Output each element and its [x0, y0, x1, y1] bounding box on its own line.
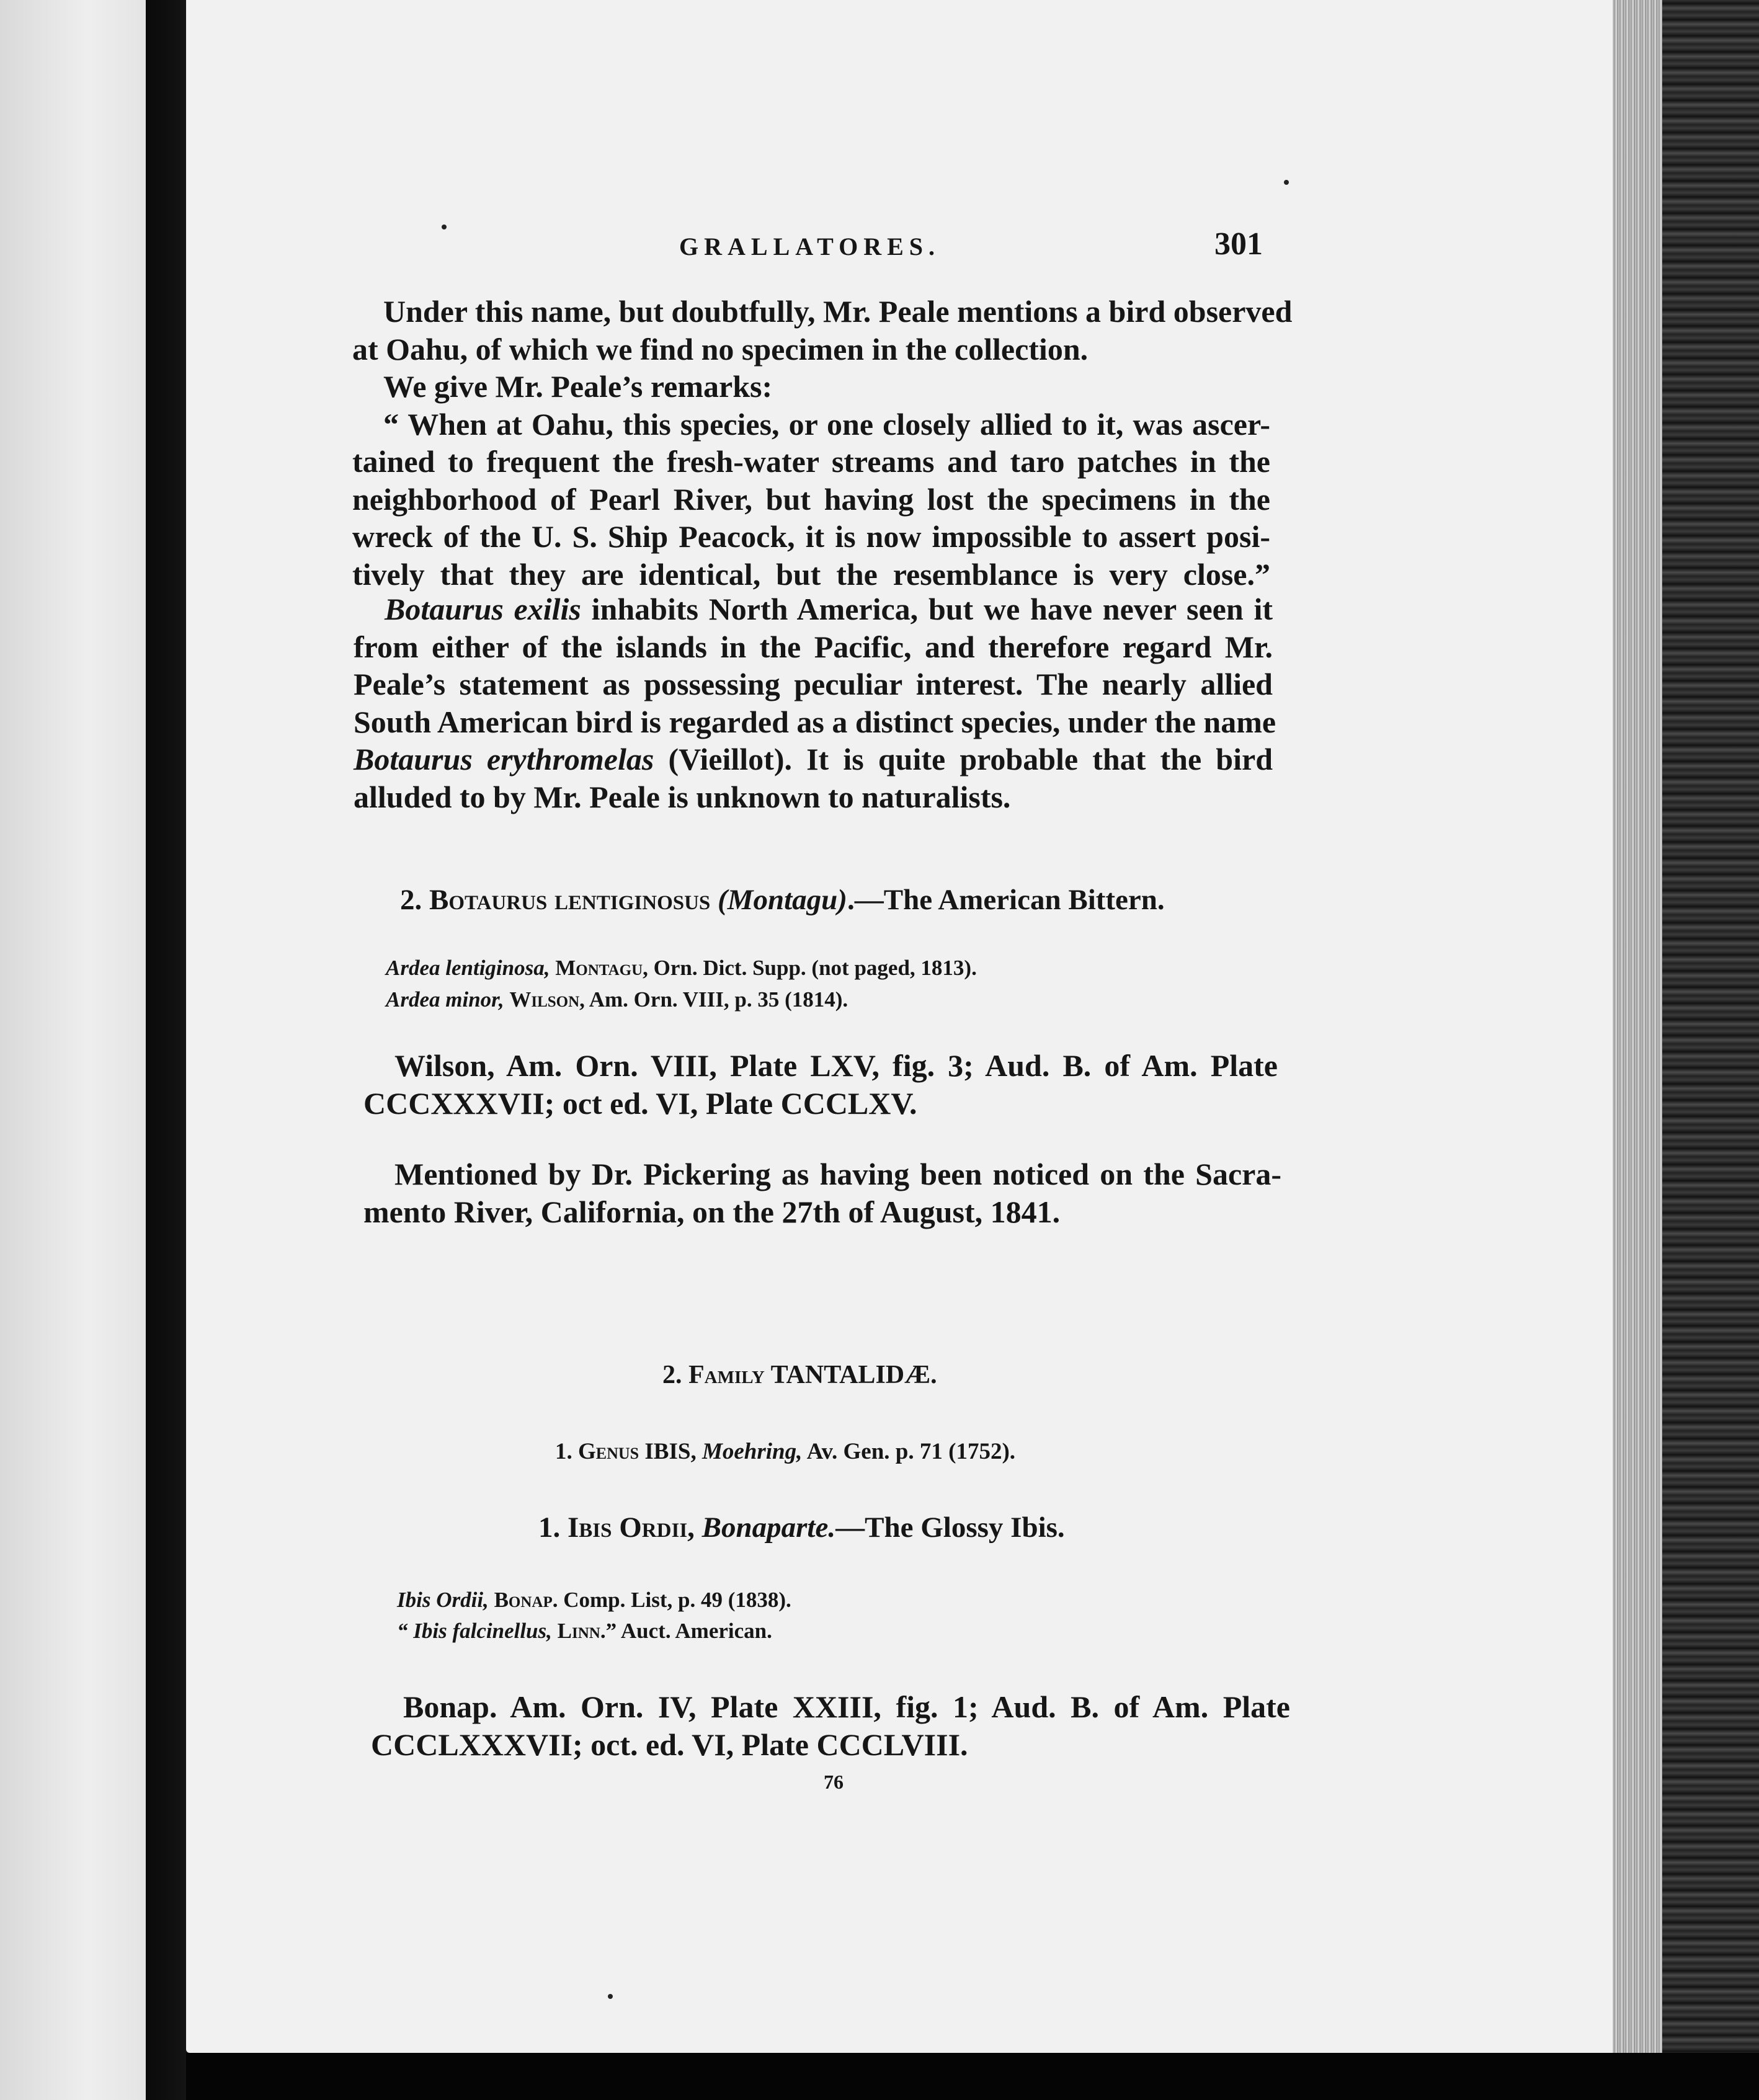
text-line: South American bird is regarded as a distinct species, under the name — [354, 704, 1276, 739]
exilis-paragraph — [354, 590, 1276, 816]
text-line: from either of the islands in the Pacific, and therefore regard Mr. — [354, 629, 1273, 664]
genus-label: Genus — [578, 1439, 639, 1464]
species-heading-bittern — [400, 886, 1165, 915]
species-heading-ibis — [538, 1513, 1065, 1542]
text-line: Bonap. Am. Orn. IV, Plate XXIII, fig. 1; Aud. B. of Am. Plate — [403, 1689, 1290, 1724]
synonym-ref — [386, 957, 977, 979]
ref-name: “ Ibis falcinellus, — [397, 1619, 552, 1643]
intro-paragraph — [352, 293, 1293, 593]
text-line: neighborhood of Pearl River, but having lost the specimens in the — [352, 481, 1270, 517]
text-line: Wilson, Am. Orn. VIII, Plate LXV, fig. 3; Aud. B. of Am. Plate — [394, 1048, 1278, 1083]
running-head: GRALLATORES. — [679, 233, 941, 260]
text-line: tained to frequent the fresh-water streams and taro patches in the — [352, 444, 1270, 479]
ink-speck — [608, 1994, 613, 1999]
ref-author: Montagu, — [555, 956, 648, 980]
text-fragment: inhabits North America, but we have never seen it — [591, 592, 1273, 626]
ref-author: Linn.” — [557, 1619, 617, 1643]
plates-paragraph-ibis — [371, 1688, 1290, 1763]
genus-citation: Av. Gen. p. 71 (1752). — [806, 1439, 1016, 1464]
text-line: Peale’s statement as possessing peculiar interest. The nearly allied — [354, 667, 1273, 701]
genus-name: Ibis — [568, 1511, 612, 1544]
text-line: CCCLXXXVII; oct. ed. VI, Plate CCCLVIII. — [371, 1727, 968, 1762]
ref-author: Wilson, — [509, 987, 585, 1012]
text-line: Mentioned by Dr. Pickering as having been noticed on the Sacra- — [394, 1157, 1281, 1191]
ref-author: Bonap. — [494, 1588, 558, 1612]
text-line: mento River, California, on the 27th of August, 1841. — [363, 1194, 1061, 1229]
synonym-ref — [397, 1589, 791, 1611]
text-line: “ When at Oahu, this species, or one closely allied to it, was ascer- — [383, 406, 1270, 442]
species-name: Botaurus exilis — [385, 592, 581, 626]
text-line — [354, 741, 1273, 778]
page-number: 301 — [1214, 226, 1263, 262]
ref-name: Ardea minor, — [386, 987, 504, 1012]
text-line: We give Mr. Peale’s remarks: — [383, 369, 773, 404]
text-line — [354, 590, 1273, 628]
text-fragment: (Vieillot). It is quite probable that the bird — [668, 742, 1273, 776]
synonym-ref — [386, 989, 848, 1010]
genus-heading — [555, 1440, 1015, 1463]
family-number: 2. — [662, 1361, 682, 1389]
species-number: 1. — [538, 1511, 561, 1544]
text-line: tively that they are identical, but the resemblance is very close.” — [352, 556, 1270, 592]
species-name: Botaurus erythromelas — [354, 742, 654, 776]
species-epithet: Ordii, — [619, 1511, 695, 1544]
scan-bottom-shadow — [186, 2053, 1759, 2100]
text-line: at Oahu, of which we find no specimen in the collection. — [352, 331, 1089, 367]
ref-citation: Am. Orn. VIII, p. 35 (1814). — [589, 987, 848, 1012]
ref-name: Ibis Ordii, — [397, 1588, 489, 1612]
ref-citation: Auct. American. — [620, 1619, 772, 1643]
text-line: wreck of the U. S. Ship Peacock, it is now impossible to assert posi- — [352, 519, 1270, 554]
common-name: .—The American Bittern. — [847, 884, 1165, 916]
genus-name: IBIS, — [644, 1439, 697, 1464]
text-line: CCCXXXVII; oct ed. VI, Plate CCCLXV. — [363, 1085, 917, 1121]
ref-citation: Orn. Dict. Supp. (not paged, 1813). — [653, 956, 977, 980]
genus-number: 1. — [555, 1439, 572, 1464]
text-line: Under this name, but doubtfully, Mr. Peale mentions a bird observed — [383, 294, 1293, 329]
authority: (Montagu) — [718, 884, 847, 916]
text-line: alluded to by Mr. Peale is unknown to naturalists. — [354, 779, 1011, 814]
family-name: TANTALIDÆ. — [770, 1361, 937, 1389]
signature-mark: 76 — [824, 1771, 844, 1793]
facing-page-edge — [0, 0, 146, 2100]
ink-speck — [1284, 180, 1289, 185]
family-label: Family — [688, 1361, 765, 1389]
ink-speck — [442, 225, 447, 229]
ref-citation: Comp. List, p. 49 (1838). — [563, 1588, 791, 1612]
genus-author: Moehring, — [701, 1439, 803, 1464]
common-name: —The Glossy Ibis. — [835, 1511, 1065, 1544]
authority: Bonaparte. — [701, 1511, 836, 1544]
family-heading — [662, 1362, 937, 1388]
plates-paragraph-bittern — [363, 1047, 1278, 1122]
ref-name: Ardea lentiginosa, — [386, 956, 550, 980]
synonym-ref — [397, 1620, 772, 1642]
book-cover-edge — [1662, 0, 1759, 2100]
species-number: 2. — [400, 884, 422, 916]
genus-name: Botaurus — [429, 884, 548, 916]
notes-paragraph-bittern — [363, 1155, 1281, 1230]
page-stack-edges — [1613, 0, 1662, 2100]
species-epithet: lentiginosus — [554, 884, 711, 916]
